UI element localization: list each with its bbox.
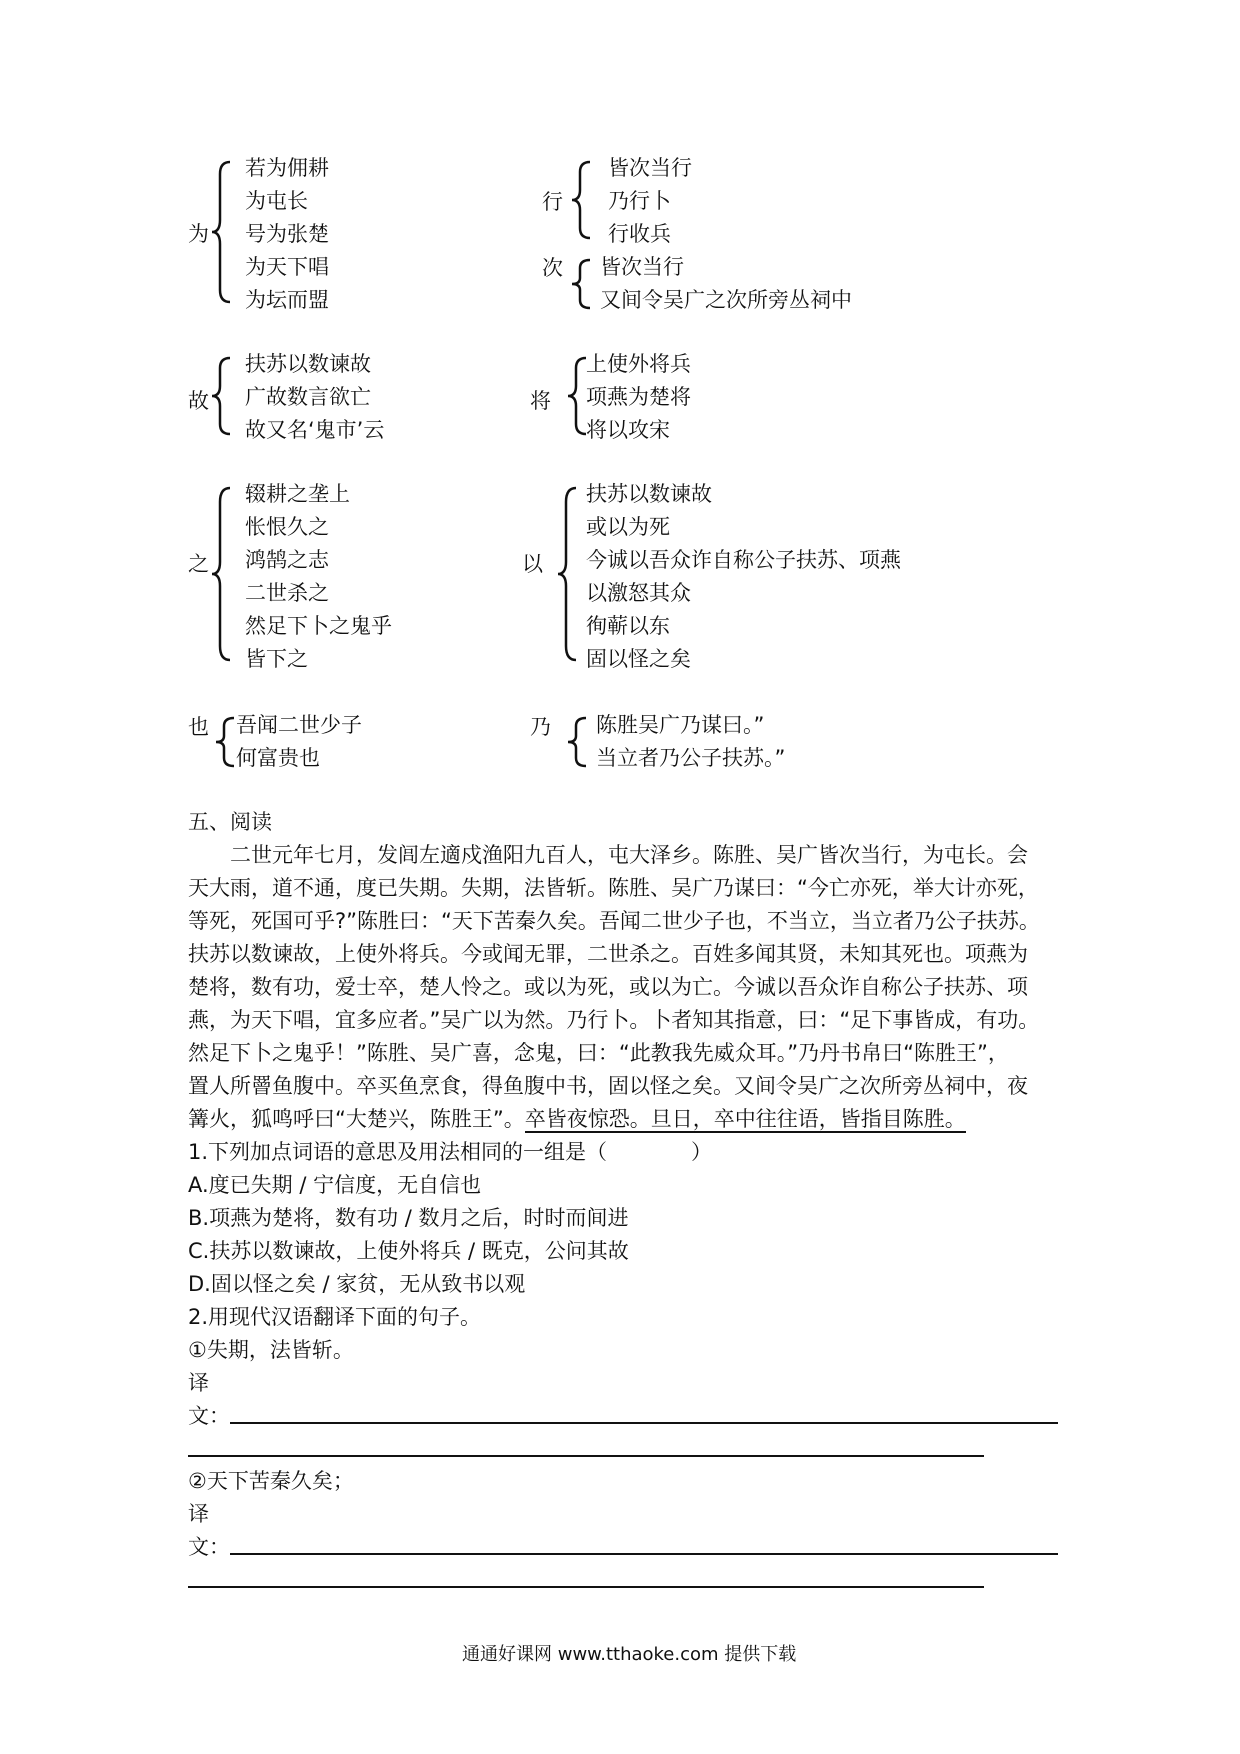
item-yi-3: 今诚以吾众诈自称公子扶苏、项燕 <box>586 548 901 572</box>
item-yi-5: 徇蕲以东 <box>586 614 670 638</box>
translation-label-yi: 译 <box>188 1371 209 1395</box>
option-a: A.度已失期 / 宁信度，无自信也 <box>188 1173 482 1197</box>
option-c: C.扶苏以数谏故，上使外将兵 / 既克，公问其故 <box>188 1239 629 1263</box>
item-yi-2: 或以为死 <box>586 515 670 539</box>
brace-icon <box>556 486 578 666</box>
item-zhi-4: 二世杀之 <box>245 581 329 605</box>
item-nai-1: 陈胜吴广乃谋曰。” <box>596 713 765 737</box>
group-head-ci: 次 <box>542 256 563 280</box>
group-head-nai: 乃 <box>530 715 551 739</box>
item-zhi-2: 怅恨久之 <box>245 515 329 539</box>
item-yi-4: 以激怒其众 <box>586 581 691 605</box>
translation-label-wen: 文： <box>188 1404 230 1428</box>
item-jiang-1: 上使外将兵 <box>586 352 691 376</box>
item-yi-1: 扶苏以数谏故 <box>586 482 712 506</box>
brace-icon <box>210 356 232 438</box>
brace-icon <box>214 716 236 768</box>
item-ci-1: 皆次当行 <box>600 255 684 279</box>
sentence-1: ①失期，法皆斩。 <box>188 1338 354 1362</box>
passage-line: 燕，为天下唱，宜多应者。”吴广以为然。乃行卜。卜者知其指意，曰：“足下事皆成，有功。 <box>188 1008 1040 1032</box>
group-head-jiang: 将 <box>530 389 551 413</box>
item-xing-2: 乃行卜 <box>608 189 671 213</box>
item-wei-3: 号为张楚 <box>245 222 329 246</box>
item-ye-2: 何富贵也 <box>236 746 320 770</box>
item-zhi-6: 皆下之 <box>245 647 308 671</box>
group-head-ye: 也 <box>188 715 209 739</box>
sentence-2: ②天下苦秦久矣； <box>188 1469 354 1493</box>
passage-line: 天大雨，道不通，度已失期。失期，法皆斩。陈胜、吴广乃谋曰：“今亡亦死，举大计亦死， <box>188 876 1039 900</box>
passage-line: 二世元年七月，发闾左適戍渔阳九百人，屯大泽乡。陈胜、吴广皆次当行，为屯长。会 <box>230 843 1028 867</box>
passage-plain-text: 篝火，狐鸣呼曰“大楚兴，陈胜王”。 <box>188 1107 525 1131</box>
group-head-wei: 为 <box>188 222 209 246</box>
group-head-gu: 故 <box>188 389 209 413</box>
item-jiang-2: 项燕为楚将 <box>586 385 691 409</box>
item-yi-6: 固以怪之矣 <box>586 647 691 671</box>
item-zhi-3: 鸿鹄之志 <box>245 548 329 572</box>
brace-icon <box>210 160 232 305</box>
brace-icon <box>570 258 592 310</box>
translation-label-yi: 译 <box>188 1502 209 1526</box>
item-wei-5: 为坛而盟 <box>245 288 329 312</box>
question-2: 2.用现代汉语翻译下面的句子。 <box>188 1305 482 1329</box>
item-nai-2: 当立者乃公子扶苏。” <box>596 746 786 770</box>
answer-line[interactable] <box>230 1422 1058 1424</box>
option-b: B.项燕为楚将，数有功 / 数月之后，时时而间进 <box>188 1206 629 1230</box>
group-head-zhi: 之 <box>188 552 209 576</box>
passage-line: 置人所罾鱼腹中。卒买鱼烹食，得鱼腹中书，固以怪之矣。又间令吴广之次所旁丛祠中，夜 <box>188 1074 1028 1098</box>
brace-icon <box>210 486 232 666</box>
section-heading: 五、阅读 <box>188 810 272 834</box>
item-ci-2: 又间令吴广之次所旁丛祠中 <box>600 288 852 312</box>
underlined-sentence: 卒皆夜惊恐。旦日，卒中往往语，皆指目陈胜。 <box>524 1107 966 1131</box>
item-ye-1: 吾闻二世少子 <box>236 713 362 737</box>
item-zhi-1: 辍耕之垄上 <box>245 482 350 506</box>
item-gu-1: 扶苏以数谏故 <box>245 352 371 376</box>
translation-label-wen: 文： <box>188 1535 230 1559</box>
brace-icon <box>570 160 592 242</box>
passage-line: 扶苏以数谏故，上使外将兵。今或闻无罪，二世杀之。百姓多闻其贤，未知其死也。项燕为 <box>188 942 1028 966</box>
item-xing-1: 皆次当行 <box>608 156 692 180</box>
answer-line[interactable] <box>188 1455 984 1457</box>
passage-last-line <box>188 1103 1068 1136</box>
answer-line[interactable] <box>188 1586 984 1588</box>
page-footer: 通通好课网 www.tthaoke.com 提供下载 <box>462 1644 797 1665</box>
item-wei-2: 为屯长 <box>245 189 308 213</box>
answer-line[interactable] <box>230 1553 1058 1555</box>
item-gu-2: 广故数言欲亡 <box>245 385 371 409</box>
item-zhi-5: 然足下卜之鬼乎 <box>245 614 392 638</box>
item-wei-1: 若为佣耕 <box>245 156 329 180</box>
passage <box>188 839 1068 1136</box>
group-head-yi: 以 <box>522 552 543 576</box>
item-gu-3: 故又名‘鬼市’云 <box>245 418 385 442</box>
item-xing-3: 行收兵 <box>608 222 671 246</box>
passage-line: 然足下卜之鬼乎！”陈胜、吴广喜，念鬼，曰：“此教我先威众耳。”乃丹书帛曰“陈胜王”， <box>188 1041 1009 1065</box>
passage-line: 楚将，数有功，爱士卒，楚人怜之。或以为死，或以为亡。今诚以吾众诈自称公子扶苏、项 <box>188 975 1028 999</box>
brace-icon <box>566 716 588 768</box>
passage-line: 等死，死国可乎?”陈胜曰：“天下苦秦久矣。吾闻二世少子也，不当立，当立者乃公子扶苏。 <box>188 909 1040 933</box>
brace-icon <box>566 356 588 438</box>
item-jiang-3: 将以攻宋 <box>586 418 670 442</box>
item-wei-4: 为天下唱 <box>245 255 329 279</box>
question-1: 1.下列加点词语的意思及用法相同的一组是（ ） <box>188 1140 713 1164</box>
group-head-xing: 行 <box>542 190 563 214</box>
option-d: D.固以怪之矣 / 家贫，无从致书以观 <box>188 1272 526 1296</box>
